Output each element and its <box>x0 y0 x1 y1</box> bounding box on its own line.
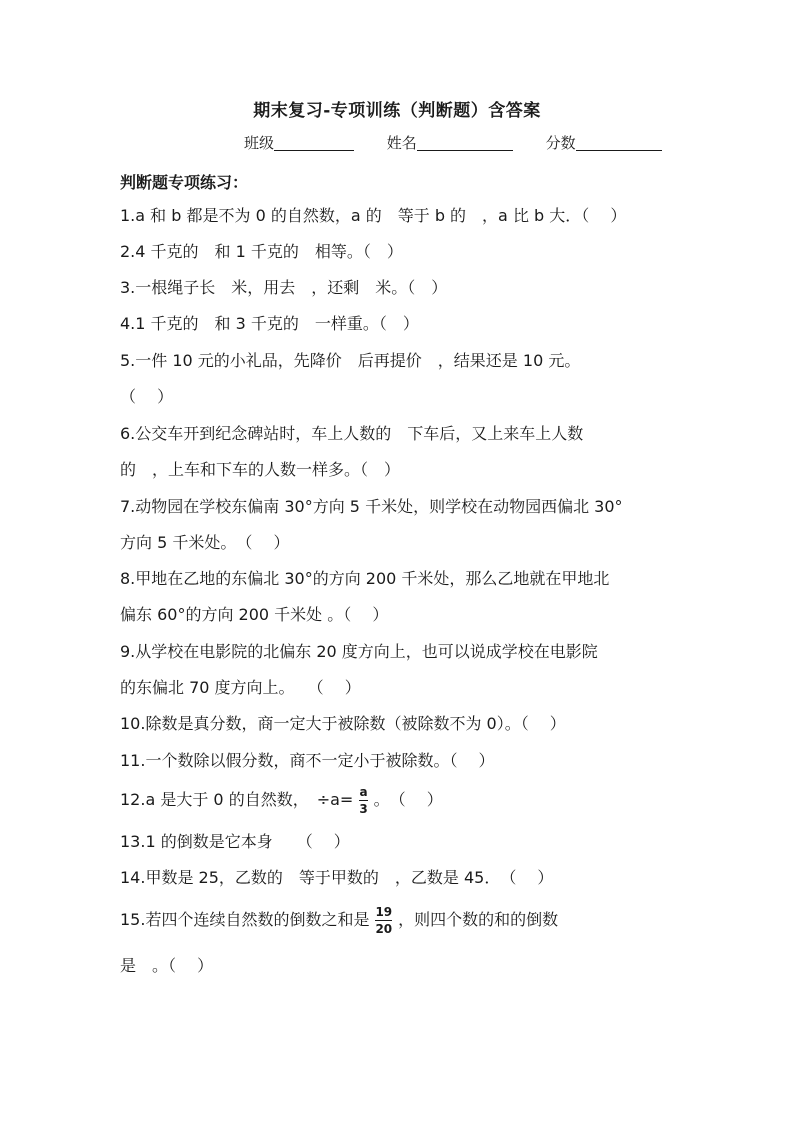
fraction-19-over-20 <box>375 905 392 936</box>
question-9-line-2: 的东偏北 70 度方向上。 （ ） <box>120 678 361 697</box>
question-14: 14.甲数是 25，乙数的 等于甲数的 ，乙数是 45． （ ） <box>120 868 554 887</box>
question-12-text: 12.a 是大于 0 的自然数， ÷a= <box>120 790 354 809</box>
fraction-bar <box>375 920 392 921</box>
question-8-line-1: 8.甲地在乙地的东偏北 30°的方向 200 千米处，那么乙地就在甲地北 <box>120 569 610 588</box>
question-7-line-1: 7.动物园在学校东偏南 30°方向 5 千米处，则学校在动物园西偏北 30° <box>120 497 623 516</box>
question-6-line-2: 的 ，上车和下车的人数一样多。（ ） <box>120 460 401 479</box>
question-7-line-2: 方向 5 千米处。 （ ） <box>120 533 290 552</box>
name-field <box>387 132 513 153</box>
score-field <box>546 132 662 153</box>
class-label: 班级 <box>244 134 275 152</box>
fraction-bar <box>359 800 367 801</box>
question-15-line-2: 是 。（ ） <box>120 956 214 975</box>
question-10: 10.除数是真分数，商一定大于被除数（被除数不为 0）。（ ） <box>120 714 566 733</box>
question-1: 1.a 和 b 都是不为 0 的自然数，a 的 等于 b 的 ，a 比 b 大．（ ） <box>120 206 627 225</box>
class-field <box>244 132 354 153</box>
page-title: 期末复习-专项训练（判断题）含答案 <box>253 101 541 121</box>
question-12 <box>120 782 443 818</box>
name-blank[interactable] <box>417 134 513 151</box>
question-5-line-2: （ ） <box>120 387 174 406</box>
question-9-line-1: 9.从学校在电影院的北偏东 20 度方向上，也可以说成学校在电影院 <box>120 642 598 661</box>
question-13: 13.1 的倒数是它本身 （ ） <box>120 832 350 851</box>
question-4: 4.1 千克的 和 3 千克的 一样重。（ ） <box>120 314 419 333</box>
question-15-tail: ，则四个数的和的倒数 <box>398 910 559 929</box>
question-11: 11.一个数除以假分数，商不一定小于被除数。（ ） <box>120 751 495 770</box>
question-15-line-1 <box>120 900 558 940</box>
student-info-row <box>244 132 690 153</box>
question-12-tail: 。 （ ） <box>373 790 443 809</box>
section-title: 判断题专项练习： <box>120 173 249 192</box>
question-2: 2.4 千克的 和 1 千克的 相等。（ ） <box>120 242 403 261</box>
score-label: 分数 <box>545 134 576 152</box>
question-15-text: 15.若四个连续自然数的倒数之和是 <box>120 910 370 929</box>
fraction-numerator: 19 <box>375 905 393 919</box>
question-3: 3.一根绳子长 米，用去 ，还剩 米。（ ） <box>120 278 448 297</box>
question-6-line-1: 6.公交车开到纪念碑站时，车上人数的 下车后，又上来车上人数 <box>120 424 584 443</box>
fraction-denominator: 3 <box>359 802 368 816</box>
fraction-denominator: 20 <box>375 922 393 936</box>
score-blank[interactable] <box>576 134 662 151</box>
fraction-numerator: a <box>359 785 368 799</box>
question-8-line-2: 偏东 60°的方向 200 千米处 。（ ） <box>120 605 389 624</box>
name-label: 姓名 <box>386 134 417 152</box>
class-blank[interactable] <box>274 134 354 151</box>
fraction-a-over-3 <box>359 785 367 816</box>
question-5-line-1: 5.一件 10 元的小礼品，先降价 后再提价 ，结果还是 10 元。 <box>120 351 581 370</box>
